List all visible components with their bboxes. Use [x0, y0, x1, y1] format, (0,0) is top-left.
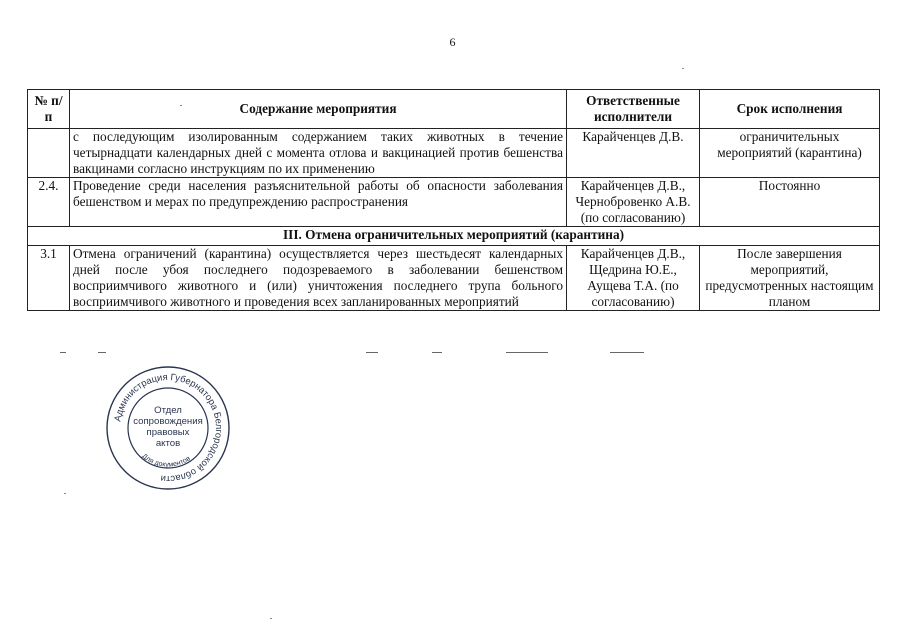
action-plan-table: [27, 89, 880, 311]
header-content: Содержание мероприятия: [70, 90, 567, 129]
row-content: с последующим изолированным содержанием таких животных в течение четырнадцати календарных дней с момента отлова и вакцинацией против бешенства вакцинами согласно инструкциям по их применению: [70, 129, 567, 178]
row-responsible: Карайченцев Д.В., Чернобровенко А.В. (по согласованию): [567, 178, 700, 227]
scan-artifact-line: [506, 352, 548, 353]
stamp-center-line: сопровождения: [133, 416, 203, 427]
scan-speck: [180, 105, 182, 106]
header-num: № п/п: [28, 90, 70, 129]
section-heading-row: [28, 227, 880, 246]
header-responsible: Ответственные исполнители: [567, 90, 700, 129]
scan-artifact-line: [610, 352, 644, 353]
table-row: [28, 129, 880, 178]
scan-artifact-line: [432, 352, 442, 353]
scan-speck: [270, 618, 272, 619]
row-term: Постоянно: [700, 178, 880, 227]
scan-artifact-line: [366, 352, 378, 353]
row-responsible: Карайченцев Д.В., Щедрина Ю.Е., Аущева Т.А. (по согласованию): [567, 246, 700, 311]
table-row: [28, 178, 880, 227]
stamp-ring-text: Администрация Губернатора Белгородской области: [111, 370, 226, 486]
stamp-bottom-text: Для документов: [140, 452, 192, 469]
stamp-center-line: правовых: [146, 427, 190, 438]
official-stamp: [104, 364, 232, 492]
row-content: Отмена ограничений (карантина) осуществляется через шестьдесят календарных дней после убоя последнего подозреваемого в заболевании бешенством восприимчивого животного и (или) уничтожения последнего трупа больного восприимчивого животного и проведения всех запланированных мероприятий: [70, 246, 567, 311]
stamp-center-line: актов: [155, 438, 181, 449]
scan-speck: [682, 68, 684, 69]
scan-artifact-line: [98, 352, 106, 353]
scan-artifact-line: [60, 352, 66, 353]
stamp-center-line: Отдел: [154, 405, 182, 416]
row-term: После завершения мероприятий, предусмотренных настоящим планом: [700, 246, 880, 311]
page-number: 6: [449, 35, 456, 49]
row-num: 3.1: [28, 246, 70, 311]
row-content: Проведение среди населения разъяснительной работы об опасности заболевания бешенством и мерах по предупреждению распространения: [70, 178, 567, 227]
row-num: 2.4.: [28, 178, 70, 227]
section-heading: III. Отмена ограничительных мероприятий (карантина): [28, 227, 880, 246]
scan-speck: [64, 493, 66, 494]
header-term: Срок исполнения: [700, 90, 880, 129]
table-header-row: [28, 90, 880, 129]
row-num: [28, 129, 70, 178]
row-term: ограничительных мероприятий (карантина): [700, 129, 880, 178]
table-row: [28, 246, 880, 311]
row-responsible: Карайченцев Д.В.: [567, 129, 700, 178]
